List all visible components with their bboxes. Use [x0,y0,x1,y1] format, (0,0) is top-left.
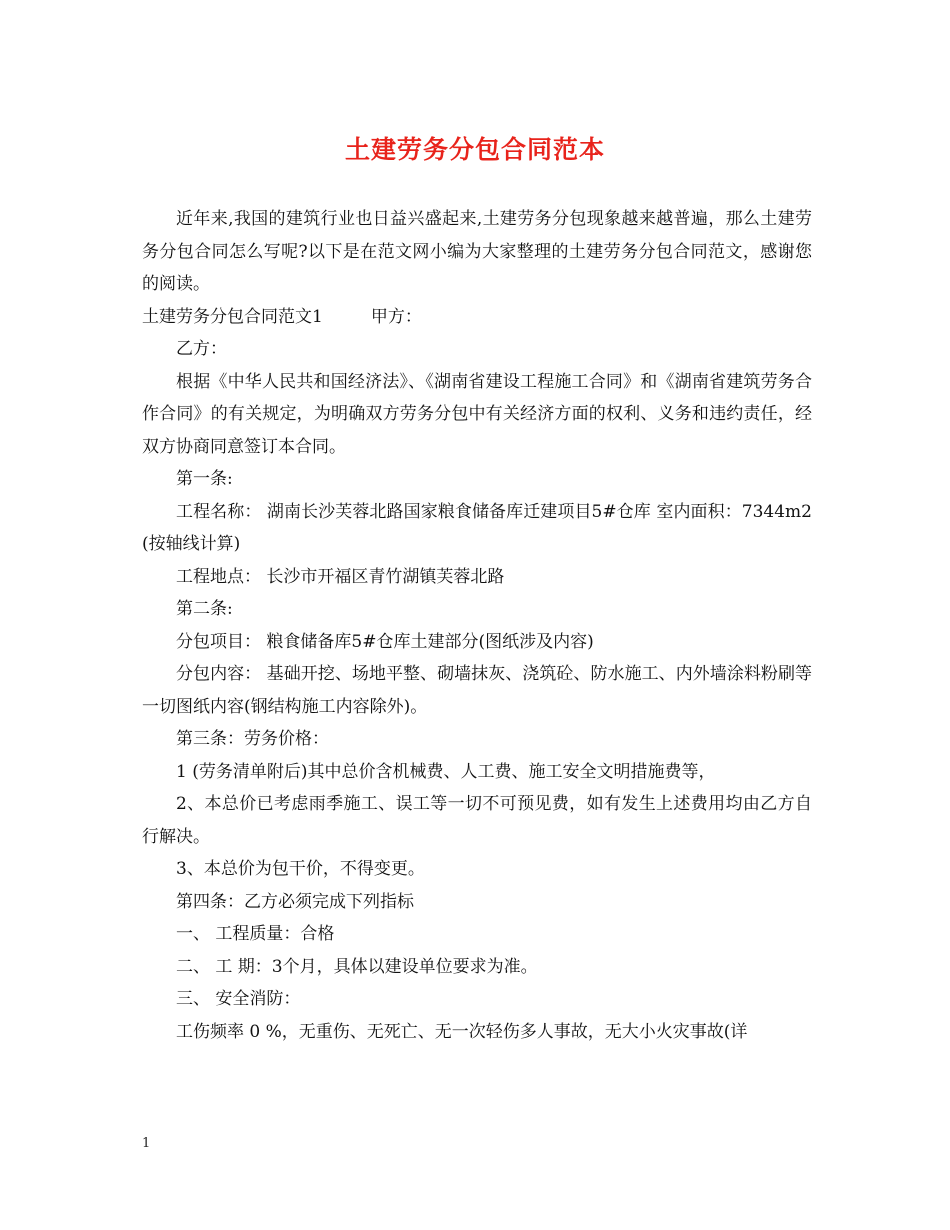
section-heading: 土建劳务分包合同范文1 [142,306,323,327]
legal-basis-paragraph: 根据《中华人民共和国经济法》、《湖南省建设工程施工合同》和《湖南省建筑劳务合作合同》的有关规定，为明确双方劳务分包中有关经济方面的权利、义务和违约责任，经双方协商同意签订本合同。 [142,371,812,457]
project-name-paragraph: 工程名称： 湖南长沙芙蓉北路国家粮食储备库迁建项目5#仓库 室内面积：7344m2(按轴线计算) [142,501,812,554]
duration-indicator: 二、 工 期：3个月，具体以建设单位要求为准。 [176,956,538,977]
party-b-label: 乙方： [176,339,227,359]
article-4-heading: 第四条：乙方必须完成下列指标 [176,891,414,912]
price-clause-2: 2、本总价已考虑雨季施工、误工等一切不可预见费，如有发生上述费用均由乙方自行解决。 [142,794,812,847]
price-clause-3: 3、本总价为包干价，不得变更。 [176,859,425,879]
price-clause-1: 1 (劳务清单附后)其中总价含机械费、人工费、施工安全文明措施费等， [176,761,716,782]
article-1-heading: 第一条: [176,469,233,489]
intro-paragraph: 近年来,我国的建筑行业也日益兴盛起来,土建劳务分包现象越来越普遍，那么土建劳务分包合同怎么写呢?以下是在范文网小编为大家整理的土建劳务分包合同范文，感谢您的阅读。 [142,209,812,294]
party-a-label: 甲方： [370,306,422,327]
article-3-heading: 第三条：劳务价格： [176,729,329,749]
page-number: 1 [142,1136,151,1151]
safety-indicator: 三、 安全消防： [176,989,301,1009]
quality-indicator: 一、 工程质量：合格 [176,924,335,944]
document-body [142,203,812,1048]
subcontract-content-paragraph: 分包内容： 基础开挖、场地平整、砌墙抹灰、浇筑砼、防水施工、内外墙涂料粉刷等一切图纸内容(钢结构施工内容除外)。 [142,664,812,717]
project-location-paragraph: 工程地点： 长沙市开福区青竹湖镇芙蓉北路 [176,566,505,587]
article-2-heading: 第二条: [176,599,233,619]
subcontract-item-paragraph: 分包项目： 粮食储备库5#仓库土建部分(图纸涉及内容) [176,631,594,652]
document-title: 土建劳务分包合同范本 [344,135,605,164]
section-heading-line [142,301,812,334]
injury-rate-paragraph: 工伤频率 0 %，无重伤、无死亡、无一次轻伤多人事故，无大小火灾事故(详 [176,1021,748,1042]
